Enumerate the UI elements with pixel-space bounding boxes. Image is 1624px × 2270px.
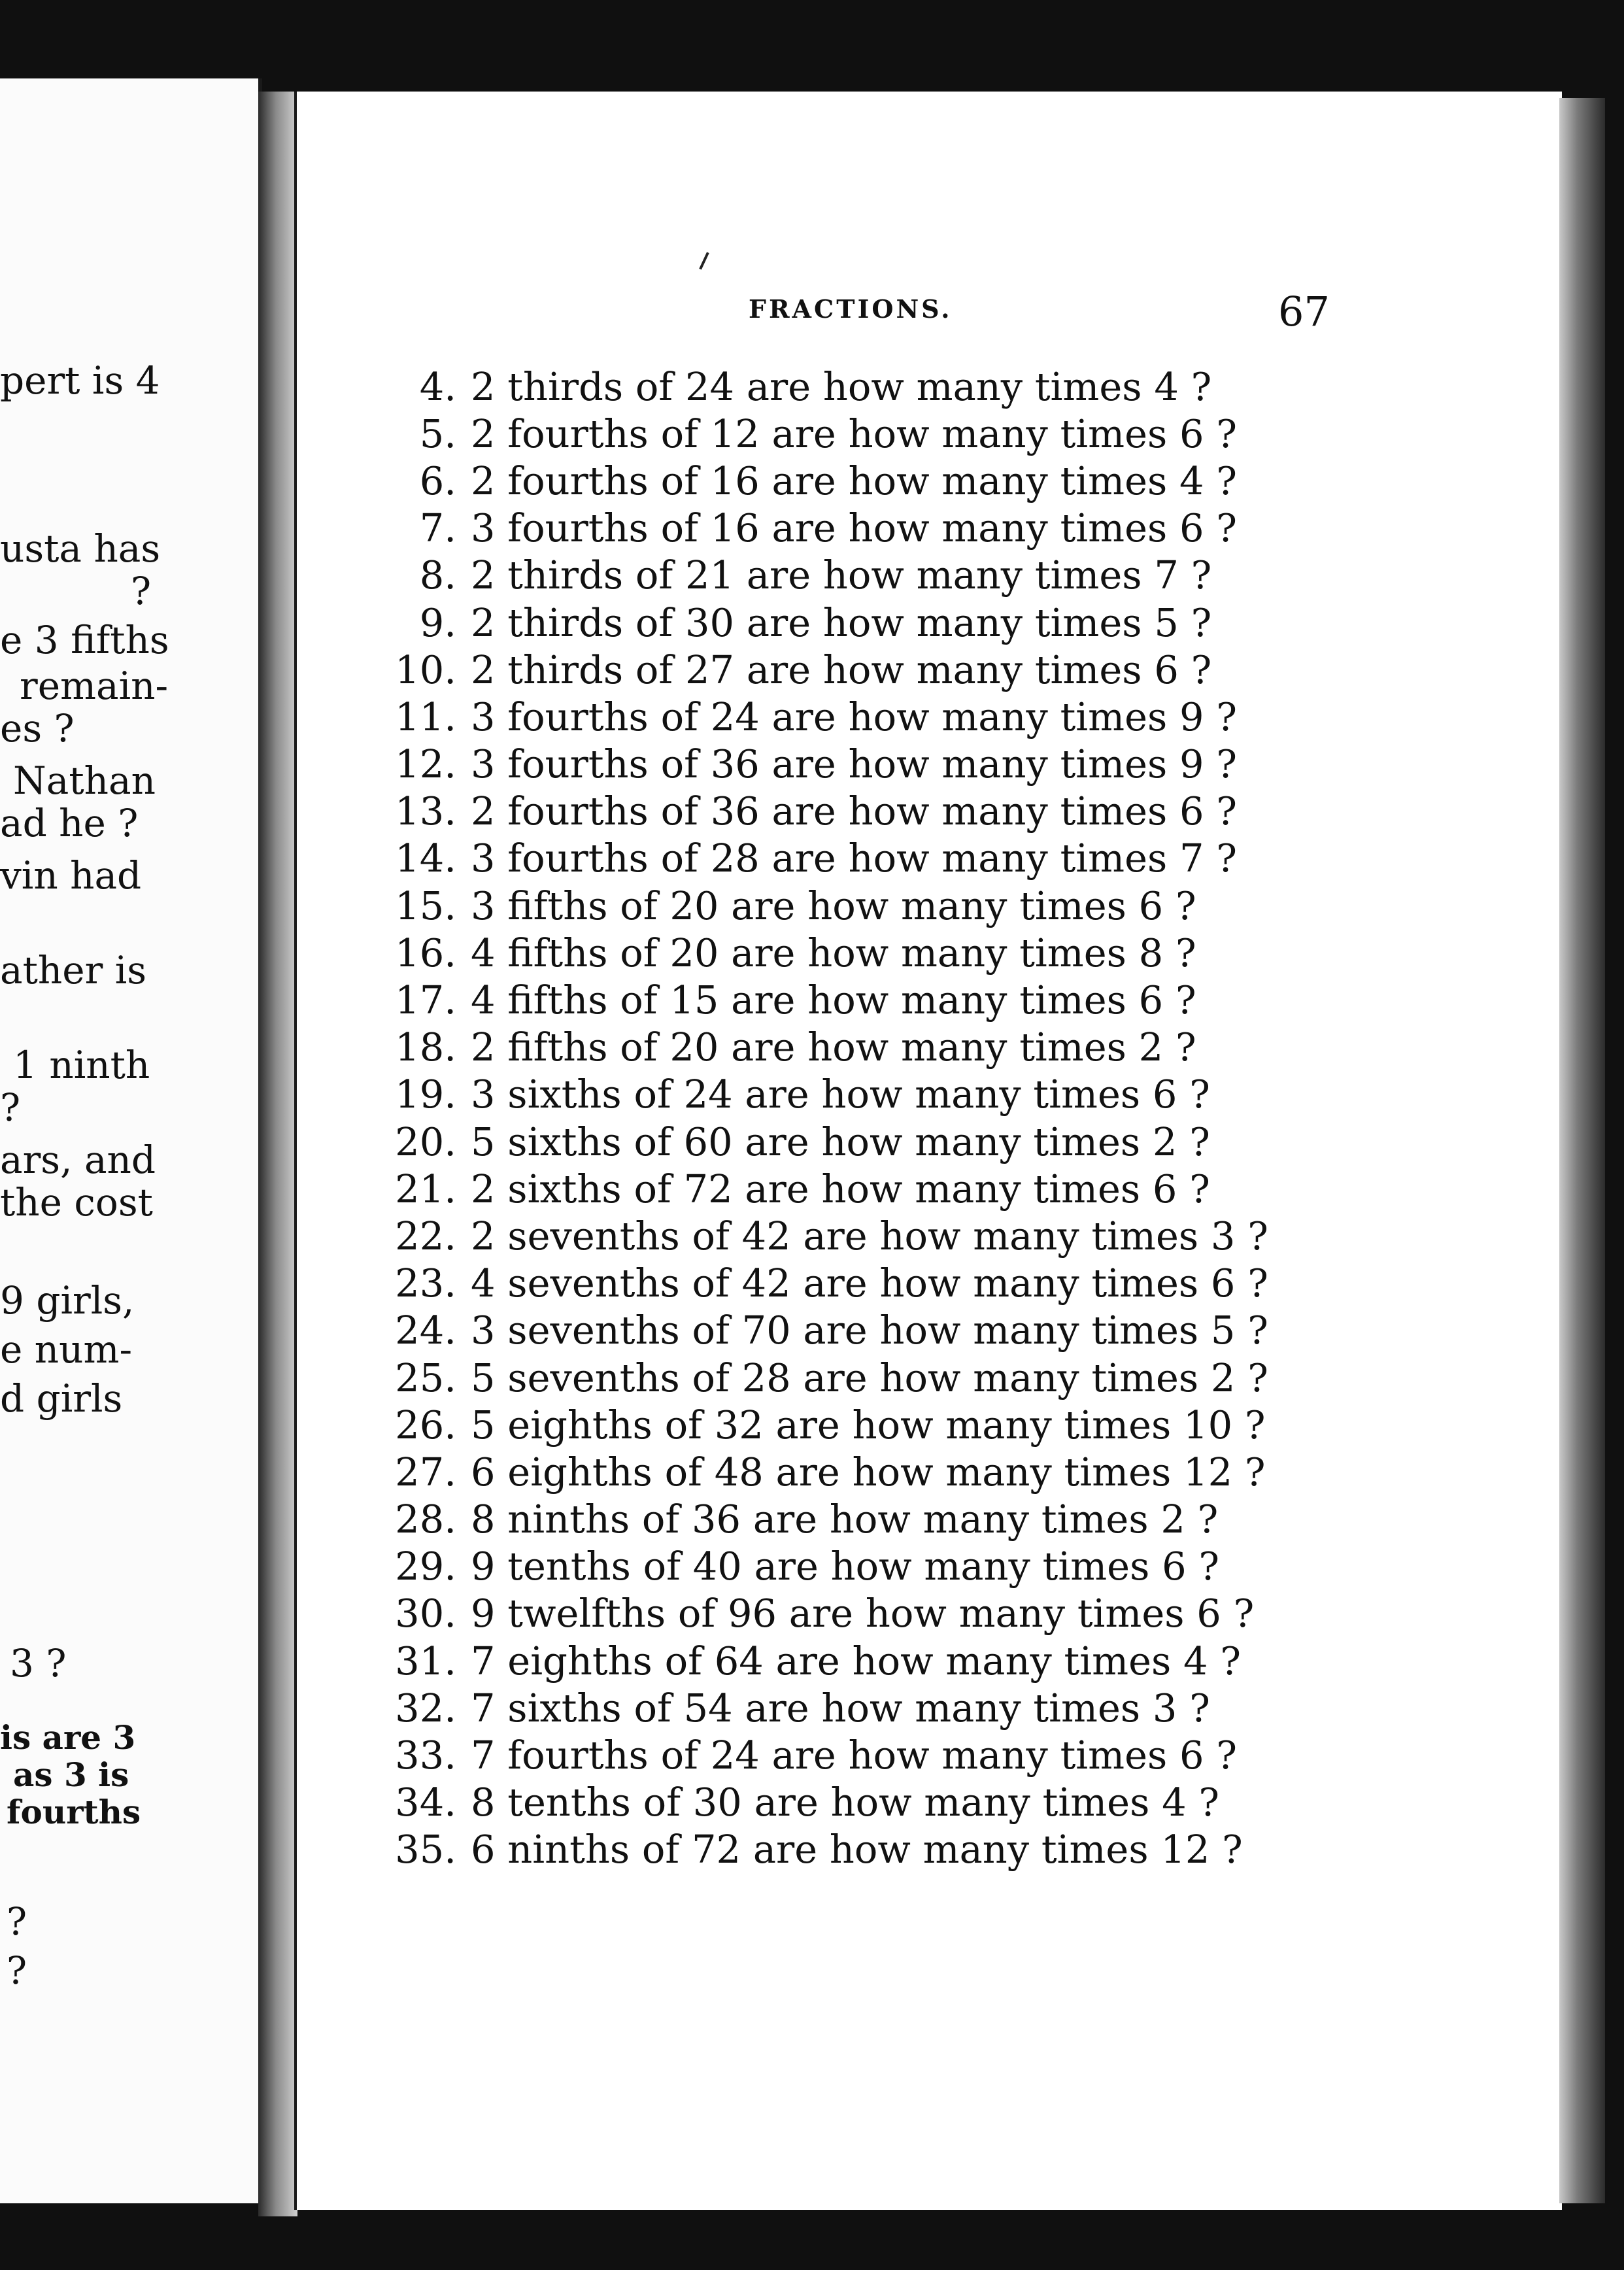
problem-number: 14.	[395, 836, 456, 881]
left-page	[0, 78, 262, 2203]
problem-text: 3 sevenths of 70 are how many times 5 ?	[471, 1308, 1268, 1353]
problem-text: 7 eighths of 64 are how many times 4 ?	[471, 1638, 1241, 1684]
problem-number: 4.	[419, 364, 456, 409]
problem-item	[366, 1637, 1268, 1684]
left-page-line: 9 girls,	[0, 1278, 135, 1323]
problem-text: 4 fifths of 15 are how many times 6 ?	[471, 977, 1196, 1023]
problem-number: 20.	[395, 1119, 456, 1164]
left-page-line: e num-	[0, 1327, 133, 1372]
problem-number: 13.	[395, 788, 456, 834]
left-page-line: vin had	[0, 853, 142, 898]
problem-number: 35.	[395, 1827, 456, 1872]
problem-item	[366, 788, 1268, 835]
problem-number: 24.	[395, 1308, 456, 1353]
problem-text: 3 fifths of 20 are how many times 6 ?	[471, 883, 1196, 928]
problem-list	[366, 363, 1268, 1873]
problem-number: 21.	[395, 1166, 456, 1211]
left-page-line: 1 ninth	[13, 1043, 150, 1087]
problem-text: 6 eighths of 48 are how many times 12 ?	[471, 1449, 1266, 1495]
problem-item	[366, 1826, 1268, 1873]
book-gutter	[258, 92, 297, 2216]
page-number: 67	[1278, 288, 1330, 335]
problem-text: 8 ninths of 36 are how many times 2 ?	[471, 1497, 1219, 1542]
problem-number: 5.	[419, 411, 456, 456]
problem-number: 8.	[419, 552, 456, 598]
problem-number: 23.	[395, 1261, 456, 1306]
left-page-line: ?	[0, 1085, 21, 1130]
left-page-line: d girls	[0, 1376, 123, 1421]
problem-text: 2 thirds of 24 are how many times 4 ?	[471, 364, 1212, 409]
book-edge	[1559, 98, 1605, 2203]
problem-item	[366, 1684, 1268, 1731]
problem-item	[366, 1260, 1268, 1307]
problem-item	[366, 835, 1268, 882]
problem-item	[366, 1448, 1268, 1495]
problem-number: 17.	[395, 977, 456, 1023]
problem-text: 4 sevenths of 42 are how many times 6 ?	[471, 1261, 1268, 1306]
problem-number: 28.	[395, 1497, 456, 1542]
problem-item	[366, 693, 1268, 740]
problem-item	[366, 1496, 1268, 1543]
problem-text: 2 thirds of 30 are how many times 5 ?	[471, 600, 1212, 645]
problem-number: 31.	[395, 1638, 456, 1684]
problem-item	[366, 976, 1268, 1023]
problem-item	[366, 1401, 1268, 1448]
problem-number: 7.	[419, 505, 456, 551]
left-page-line: ?	[131, 569, 152, 613]
problem-text: 2 fourths of 36 are how many times 6 ?	[471, 788, 1237, 834]
problem-item	[366, 741, 1268, 788]
problem-item	[366, 505, 1268, 552]
problem-text: 3 fourths of 24 are how many times 9 ?	[471, 694, 1237, 739]
problem-number: 19.	[395, 1072, 456, 1117]
left-page-line: e 3 fifths	[0, 618, 169, 662]
problem-text: 5 sixths of 60 are how many times 2 ?	[471, 1119, 1210, 1164]
problem-number: 32.	[395, 1685, 456, 1731]
problem-text: 7 sixths of 54 are how many times 3 ?	[471, 1685, 1210, 1731]
problem-number: 10.	[395, 647, 456, 692]
left-page-line: ?	[7, 1899, 27, 1944]
problem-number: 15.	[395, 883, 456, 928]
problem-number: 27.	[395, 1449, 456, 1495]
problem-item	[366, 599, 1268, 646]
problem-item	[366, 1071, 1268, 1118]
problem-number: 16.	[395, 930, 456, 975]
problem-item	[366, 1165, 1268, 1212]
problem-number: 30.	[395, 1591, 456, 1636]
left-page-line: remain-	[20, 664, 169, 708]
running-head: FRACTIONS.	[749, 294, 953, 324]
problem-text: 3 fourths of 36 are how many times 9 ?	[471, 741, 1237, 787]
problem-number: 6.	[419, 458, 456, 503]
problem-text: 2 fifths of 20 are how many times 2 ?	[471, 1025, 1196, 1070]
left-page-line: ad he ?	[0, 801, 139, 845]
problem-item	[366, 1731, 1268, 1778]
problem-text: 9 twelfths of 96 are how many times 6 ?	[471, 1591, 1255, 1636]
problem-item	[366, 1024, 1268, 1071]
problem-number: 33.	[395, 1733, 456, 1778]
left-page-line: ather is	[0, 948, 147, 992]
problem-text: 2 sixths of 72 are how many times 6 ?	[471, 1166, 1210, 1211]
problem-text: 5 eighths of 32 are how many times 10 ?	[471, 1402, 1266, 1448]
problem-text: 3 sixths of 24 are how many times 6 ?	[471, 1072, 1210, 1117]
left-page-line: pert is 4	[0, 358, 160, 403]
left-page-line: es ?	[0, 706, 75, 751]
problem-text: 2 thirds of 21 are how many times 7 ?	[471, 552, 1212, 598]
problem-number: 25.	[395, 1355, 456, 1400]
problem-item	[366, 1118, 1268, 1165]
problem-text: 2 fourths of 16 are how many times 4 ?	[471, 458, 1237, 503]
problem-text: 7 fourths of 24 are how many times 6 ?	[471, 1733, 1237, 1778]
problem-text: 2 fourths of 12 are how many times 6 ?	[471, 411, 1237, 456]
left-page-line: fourths	[7, 1793, 141, 1831]
problem-item	[366, 552, 1268, 599]
problem-text: 5 sevenths of 28 are how many times 2 ?	[471, 1355, 1268, 1400]
problem-text: 3 fourths of 28 are how many times 7 ?	[471, 836, 1237, 881]
problem-item	[366, 1307, 1268, 1354]
problem-number: 12.	[395, 741, 456, 787]
problem-number: 9.	[419, 600, 456, 645]
problem-number: 18.	[395, 1025, 456, 1070]
problem-text: 4 fifths of 20 are how many times 8 ?	[471, 930, 1196, 975]
left-page-line: usta has	[0, 526, 161, 571]
problem-item	[366, 882, 1268, 929]
problem-text: 2 thirds of 27 are how many times 6 ?	[471, 647, 1212, 692]
left-page-line: ?	[7, 1948, 27, 1993]
problem-item	[366, 1354, 1268, 1401]
problem-item	[366, 1590, 1268, 1637]
problem-text: 2 sevenths of 42 are how many times 3 ?	[471, 1213, 1268, 1259]
problem-item	[366, 457, 1268, 504]
problem-number: 22.	[395, 1213, 456, 1259]
problem-text: 9 tenths of 40 are how many times 6 ?	[471, 1544, 1220, 1589]
problem-item	[366, 363, 1268, 410]
problem-text: 3 fourths of 16 are how many times 6 ?	[471, 505, 1237, 551]
left-page-line: as 3 is	[13, 1755, 129, 1794]
problem-number: 11.	[395, 694, 456, 739]
problem-number: 26.	[395, 1402, 456, 1448]
left-page-line: is are 3	[0, 1718, 136, 1757]
problem-item	[366, 1779, 1268, 1826]
left-page-line: 3 ?	[10, 1641, 67, 1686]
problem-number: 29.	[395, 1544, 456, 1589]
left-page-line: the cost	[0, 1180, 153, 1225]
problem-item	[366, 1543, 1268, 1590]
problem-number: 34.	[395, 1780, 456, 1825]
problem-item	[366, 410, 1268, 457]
problem-item	[366, 646, 1268, 693]
left-page-line: ars, and	[0, 1138, 156, 1182]
problem-item	[366, 929, 1268, 976]
left-page-line: Nathan	[13, 758, 156, 803]
problem-text: 6 ninths of 72 are how many times 12 ?	[471, 1827, 1243, 1872]
problem-item	[366, 1212, 1268, 1259]
problem-text: 8 tenths of 30 are how many times 4 ?	[471, 1780, 1220, 1825]
